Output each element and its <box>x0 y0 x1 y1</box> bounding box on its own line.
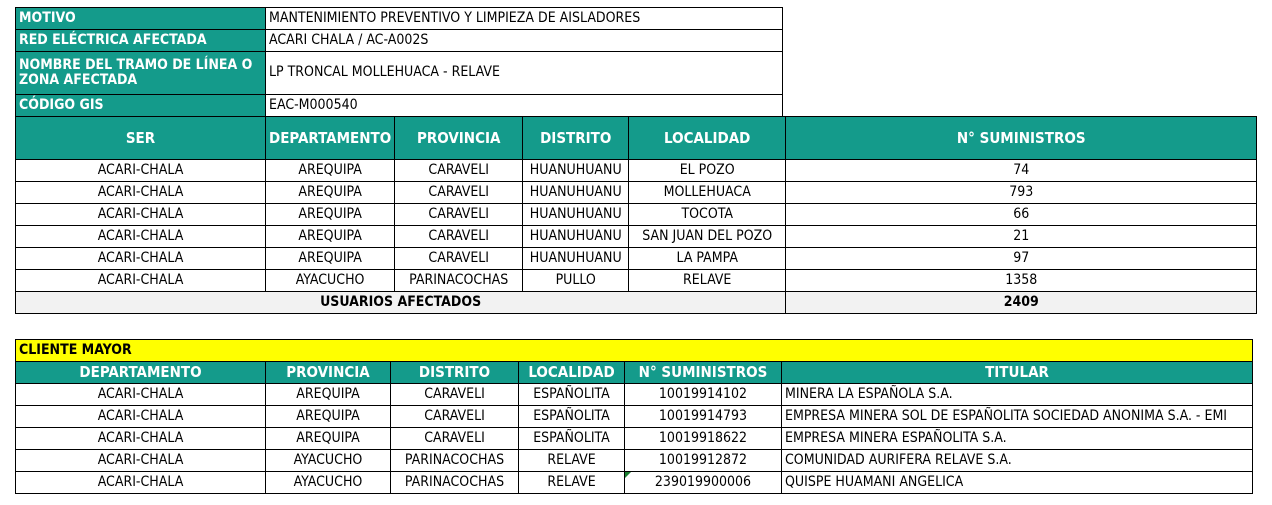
cell-titular[interactable]: COMUNIDAD AURIFERA RELAVE S.A. <box>782 450 1253 472</box>
info-row-motivo <box>16 8 783 30</box>
cell-departamento[interactable]: AREQUIPA <box>266 248 395 270</box>
info-row-red <box>16 30 783 52</box>
cell-provincia[interactable]: CARAVELI <box>395 248 523 270</box>
cell-suministros[interactable]: 239019900006 <box>625 472 782 494</box>
table-row <box>16 182 1257 204</box>
col-header-departamento[interactable]: DEPARTAMENTO <box>16 362 266 384</box>
cell-suministros[interactable]: 97 <box>786 248 1257 270</box>
cell-ser[interactable]: ACARI-CHALA <box>16 248 266 270</box>
cell-ser[interactable]: ACARI-CHALA <box>16 270 266 292</box>
cliente-mayor-title[interactable]: CLIENTE MAYOR <box>16 340 1253 362</box>
total-row <box>16 292 1257 314</box>
cell-departamento[interactable]: AYACUCHO <box>266 270 395 292</box>
col-header-distrito[interactable]: DISTRITO <box>523 117 629 160</box>
cell-suministros[interactable]: 10019912872 <box>625 450 782 472</box>
cell-departamento[interactable]: ACARI-CHALA <box>16 472 266 494</box>
motivo-value[interactable]: MANTENIMIENTO PREVENTIVO Y LIMPIEZA DE AISLADORES <box>266 8 783 30</box>
cell-distrito[interactable]: CARAVELI <box>391 428 519 450</box>
cell-localidad[interactable]: TOCOTA <box>629 204 786 226</box>
cell-departamento[interactable]: AREQUIPA <box>266 226 395 248</box>
cell-distrito[interactable]: HUANUHUANU <box>523 182 629 204</box>
col-header-suministros[interactable]: N° SUMINISTROS <box>625 362 782 384</box>
table-row <box>16 472 1253 494</box>
cell-departamento[interactable]: AREQUIPA <box>266 160 395 182</box>
cell-departamento[interactable]: AREQUIPA <box>266 182 395 204</box>
cell-ser[interactable]: ACARI-CHALA <box>16 182 266 204</box>
cell-provincia[interactable]: AREQUIPA <box>266 428 391 450</box>
cell-distrito[interactable]: CARAVELI <box>391 406 519 428</box>
cell-ser[interactable]: ACARI-CHALA <box>16 226 266 248</box>
cell-localidad[interactable]: ESPAÑOLITA <box>519 428 625 450</box>
total-label[interactable]: USUARIOS AFECTADOS <box>16 292 786 314</box>
suministros-header-row <box>16 117 1257 160</box>
cell-suministros[interactable]: 21 <box>786 226 1257 248</box>
cell-provincia[interactable]: CARAVELI <box>395 160 523 182</box>
cell-localidad[interactable]: ESPAÑOLITA <box>519 384 625 406</box>
col-header-provincia[interactable]: PROVINCIA <box>266 362 391 384</box>
cell-localidad[interactable]: RELAVE <box>519 450 625 472</box>
cliente-mayor-title-row <box>16 340 1253 362</box>
cell-localidad[interactable]: RELAVE <box>629 270 786 292</box>
cell-distrito[interactable]: HUANUHUANU <box>523 226 629 248</box>
gis-label[interactable]: CÓDIGO GIS <box>16 95 266 117</box>
cell-departamento[interactable]: ACARI-CHALA <box>16 428 266 450</box>
table-row <box>16 160 1257 182</box>
col-header-provincia[interactable]: PROVINCIA <box>395 117 523 160</box>
cell-provincia[interactable]: PARINACOCHAS <box>395 270 523 292</box>
cell-departamento[interactable]: ACARI-CHALA <box>16 384 266 406</box>
cell-localidad[interactable]: MOLLEHUACA <box>629 182 786 204</box>
table-row <box>16 226 1257 248</box>
cell-distrito[interactable]: HUANUHUANU <box>523 248 629 270</box>
info-row-gis <box>16 95 783 117</box>
cell-provincia[interactable]: AYACUCHO <box>266 450 391 472</box>
tramo-label[interactable]: NOMBRE DEL TRAMO DE LÍNEA O ZONA AFECTADA <box>16 52 266 95</box>
col-header-departamento[interactable]: DEPARTAMENTO <box>266 117 395 160</box>
cell-suministros[interactable]: 1358 <box>786 270 1257 292</box>
col-header-suministros[interactable]: N° SUMINISTROS <box>786 117 1257 160</box>
red-value[interactable]: ACARI CHALA / AC-A002S <box>266 30 783 52</box>
cell-distrito[interactable]: PARINACOCHAS <box>391 450 519 472</box>
cell-distrito[interactable]: CARAVELI <box>391 384 519 406</box>
cell-suministros[interactable]: 793 <box>786 182 1257 204</box>
cell-ser[interactable]: ACARI-CHALA <box>16 160 266 182</box>
cell-departamento[interactable]: ACARI-CHALA <box>16 406 266 428</box>
cell-provincia[interactable]: CARAVELI <box>395 182 523 204</box>
cell-suministros[interactable]: 74 <box>786 160 1257 182</box>
cell-provincia[interactable]: AREQUIPA <box>266 406 391 428</box>
cell-departamento[interactable]: AREQUIPA <box>266 204 395 226</box>
cell-distrito[interactable]: PULLO <box>523 270 629 292</box>
cell-provincia[interactable]: CARAVELI <box>395 204 523 226</box>
cell-distrito[interactable]: HUANUHUANU <box>523 160 629 182</box>
cliente-mayor-header-row <box>16 362 1253 384</box>
table-row <box>16 428 1253 450</box>
table-row <box>16 384 1253 406</box>
col-header-localidad[interactable]: LOCALIDAD <box>629 117 786 160</box>
motivo-label[interactable]: MOTIVO <box>16 8 266 30</box>
cell-provincia[interactable]: CARAVELI <box>395 226 523 248</box>
cell-suministros[interactable]: 10019914793 <box>625 406 782 428</box>
col-header-titular[interactable]: TITULAR <box>782 362 1253 384</box>
cell-titular[interactable]: EMPRESA MINERA SOL DE ESPAÑOLITA SOCIEDAD ANONIMA S.A. - EMI <box>782 406 1253 428</box>
cell-suministros[interactable]: 10019914102 <box>625 384 782 406</box>
info-row-tramo <box>16 52 783 95</box>
cell-localidad[interactable]: SAN JUAN DEL POZO <box>629 226 786 248</box>
table-row <box>16 248 1257 270</box>
cell-localidad[interactable]: EL POZO <box>629 160 786 182</box>
cell-ser[interactable]: ACARI-CHALA <box>16 204 266 226</box>
cell-titular[interactable]: QUISPE HUAMANI ANGELICA <box>782 472 1253 494</box>
col-header-ser[interactable]: SER <box>16 117 266 160</box>
cell-departamento[interactable]: ACARI-CHALA <box>16 450 266 472</box>
table-row <box>16 270 1257 292</box>
red-label[interactable]: RED ELÉCTRICA AFECTADA <box>16 30 266 52</box>
col-header-localidad[interactable]: LOCALIDAD <box>519 362 625 384</box>
suministros-table <box>15 116 1257 314</box>
cell-suministros[interactable]: 10019918622 <box>625 428 782 450</box>
table-row <box>16 406 1253 428</box>
info-table <box>15 7 783 117</box>
cell-localidad[interactable]: LA PAMPA <box>629 248 786 270</box>
total-value[interactable]: 2409 <box>786 292 1257 314</box>
table-row <box>16 204 1257 226</box>
tramo-value[interactable]: LP TRONCAL MOLLEHUACA - RELAVE <box>266 52 783 95</box>
cell-titular[interactable]: MINERA LA ESPAÑOLA S.A. <box>782 384 1253 406</box>
table-row <box>16 450 1253 472</box>
col-header-distrito[interactable]: DISTRITO <box>391 362 519 384</box>
cell-localidad[interactable]: ESPAÑOLITA <box>519 406 625 428</box>
cell-distrito[interactable]: HUANUHUANU <box>523 204 629 226</box>
cell-distrito[interactable]: PARINACOCHAS <box>391 472 519 494</box>
cell-localidad[interactable]: RELAVE <box>519 472 625 494</box>
cell-provincia[interactable]: AYACUCHO <box>266 472 391 494</box>
cliente-mayor-table <box>15 339 1253 494</box>
gis-value[interactable]: EAC-M000540 <box>266 95 783 117</box>
cell-titular[interactable]: EMPRESA MINERA ESPAÑOLITA S.A. <box>782 428 1253 450</box>
cell-suministros[interactable]: 66 <box>786 204 1257 226</box>
cell-provincia[interactable]: AREQUIPA <box>266 384 391 406</box>
